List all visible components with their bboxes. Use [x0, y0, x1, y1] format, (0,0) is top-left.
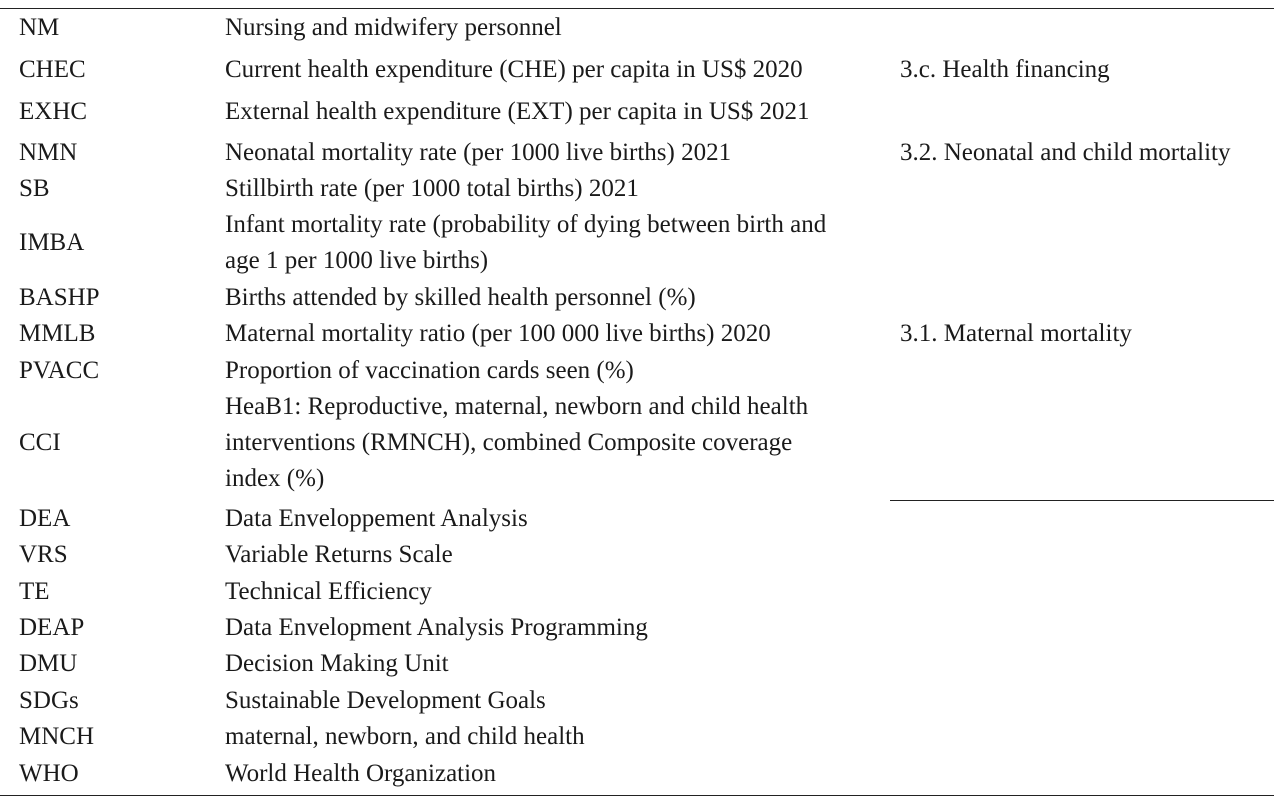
table-top-rule [0, 8, 1274, 9]
definition-cell: Births attended by skilled health personnel (%) [225, 284, 696, 311]
definition-cell: Proportion of vaccination cards seen (%) [225, 357, 634, 384]
abbr-cell: MMLB [19, 320, 96, 347]
definition-cell: World Health Organization [225, 760, 497, 787]
definition-cell: Decision Making Unit [225, 650, 449, 677]
group-cell: 3.1. Maternal mortality [900, 320, 1132, 347]
definition-cell: Nursing and midwifery personnel [225, 14, 562, 41]
abbr-cell: NMN [19, 139, 78, 166]
definition-cell: index (%) [225, 465, 325, 492]
group-column-rule [890, 500, 1274, 501]
abbr-cell: CCI [19, 429, 61, 456]
definition-cell: Data Enveloppement Analysis [225, 505, 528, 532]
abbr-cell: DEAP [19, 614, 85, 641]
group-cell: 3.c. Health financing [900, 56, 1110, 83]
definition-cell: maternal, newborn, and child health [225, 723, 585, 750]
definition-cell: interventions (RMNCH), combined Composite coverage [225, 429, 793, 456]
abbr-cell: DEA [19, 505, 71, 532]
definition-cell: Infant mortality rate (probability of dying between birth and [225, 211, 827, 238]
abbr-cell: TE [19, 578, 50, 605]
definition-cell: HeaB1: Reproductive, maternal, newborn and child health [225, 393, 809, 420]
table-bottom-rule [0, 795, 1274, 796]
definition-cell: Data Envelopment Analysis Programming [225, 614, 648, 641]
definition-cell: Neonatal mortality rate (per 1000 live births) 2021 [225, 139, 732, 166]
abbr-cell: BASHP [19, 284, 100, 311]
definition-cell: Variable Returns Scale [225, 541, 453, 568]
abbr-cell: SB [19, 175, 50, 202]
definition-cell: age 1 per 1000 live births) [225, 247, 489, 274]
abbr-cell: PVACC [19, 357, 100, 384]
definition-cell: Technical Efficiency [225, 578, 432, 605]
definition-cell: Sustainable Development Goals [225, 687, 546, 714]
abbr-cell: MNCH [19, 723, 95, 750]
abbr-cell: SDGs [19, 687, 79, 714]
definition-cell: External health expenditure (EXT) per capita in US$ 2021 [225, 98, 810, 125]
abbr-cell: CHEC [19, 56, 86, 83]
definition-cell: Current health expenditure (CHE) per capita in US$ 2020 [225, 56, 803, 83]
definition-cell: Maternal mortality ratio (per 100 000 live births) 2020 [225, 320, 771, 347]
abbr-cell: WHO [19, 760, 79, 787]
group-cell: 3.2. Neonatal and child mortality [900, 139, 1231, 166]
abbr-cell: IMBA [19, 229, 85, 256]
definition-cell: Stillbirth rate (per 1000 total births) 2021 [225, 175, 639, 202]
abbr-cell: VRS [19, 541, 68, 568]
abbr-cell: EXHC [19, 98, 88, 125]
abbr-cell: NM [19, 14, 60, 41]
abbr-cell: DMU [19, 650, 78, 677]
